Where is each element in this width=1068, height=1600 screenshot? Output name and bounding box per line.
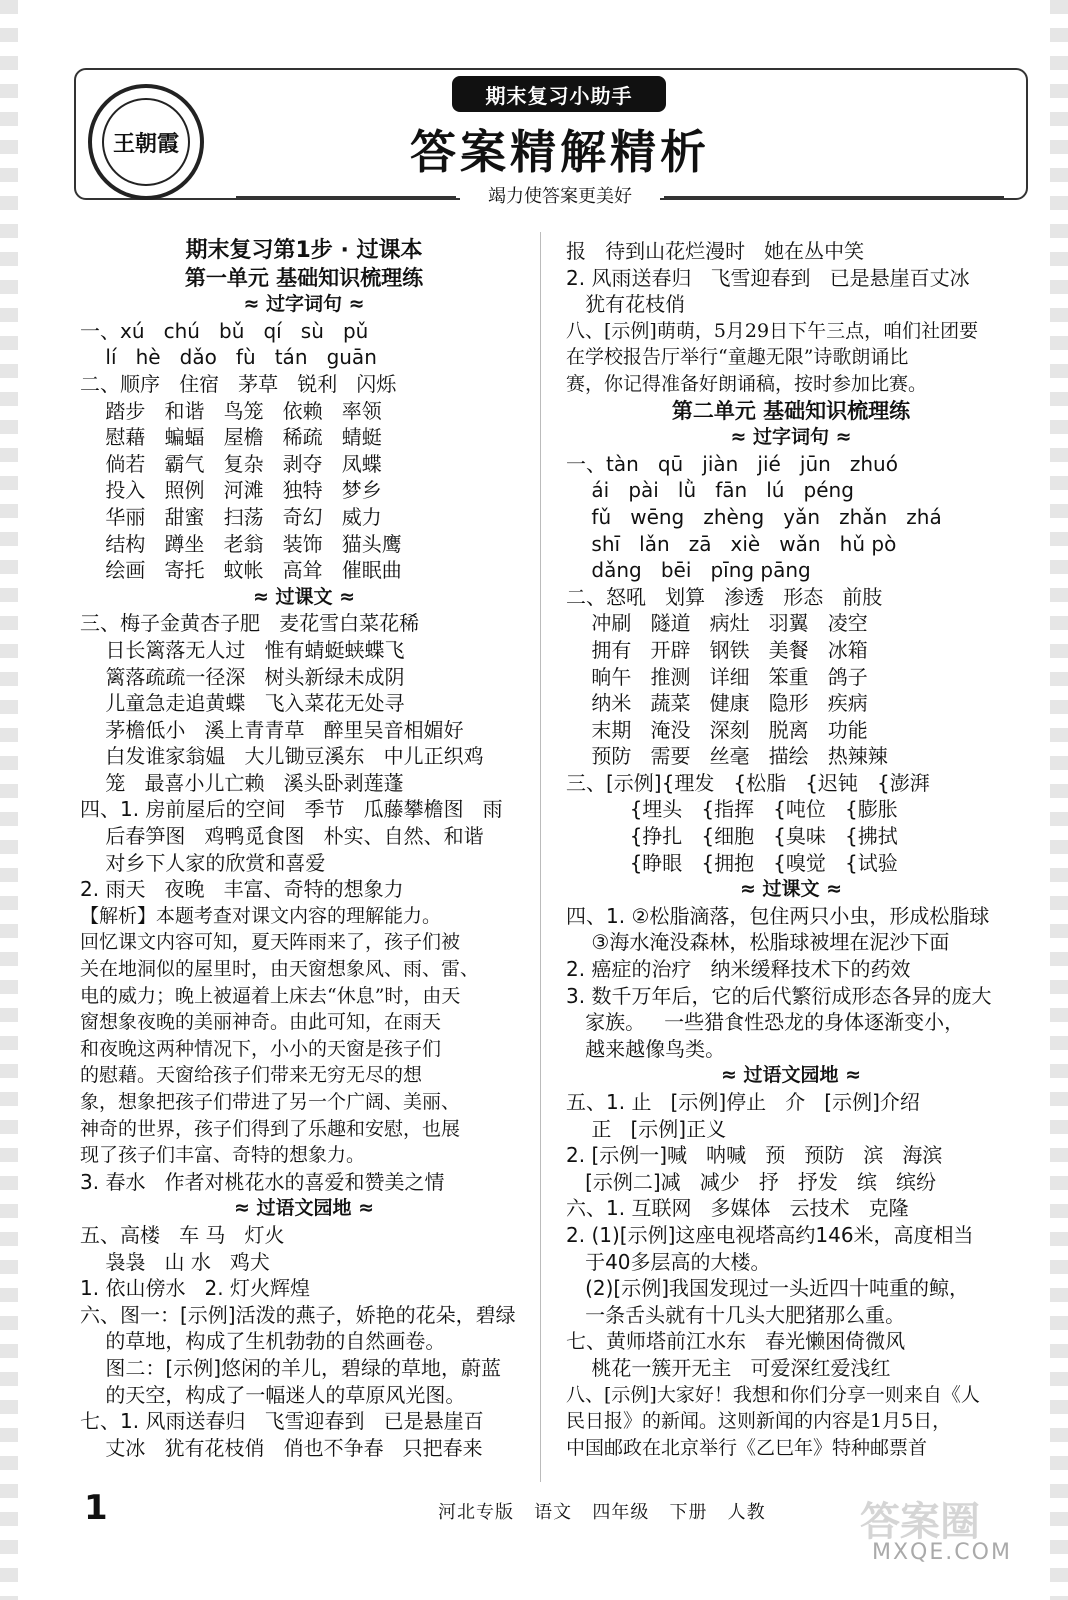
left-line: 篱落疏疏一径深 树头新绿未成阴 <box>80 664 405 689</box>
right-line: 越来越像鸟类。 <box>566 1036 726 1061</box>
left-line: 【解析】本题考查对课文内容的理解能力。 <box>80 904 442 927</box>
logo-text: 王朝霞 <box>112 130 179 157</box>
left-line: 关在地洞似的屋里时，由天窗想象风、雨、雷、 <box>80 958 480 981</box>
left-line: 第一单元 基础知识梳理练 <box>184 265 424 290</box>
right-line: 于40多层高的大楼。 <box>566 1249 771 1274</box>
right-line: 六、1. 互联网 多媒体 云技术 克隆 <box>566 1196 909 1221</box>
header-badge: 期末复习小助手 <box>452 76 666 112</box>
footer-info: 河北专版 语文 四年级 下册 人教 <box>438 1502 766 1523</box>
left-line: 丈冰 犹有花枝俏 俏也不争春 只把春来 <box>80 1435 483 1460</box>
right-line: 一条舌头就有十几头大肥猪那么重。 <box>566 1302 906 1327</box>
right-line: 桃花一簇开无主 可爱深红爱浅红 <box>566 1355 891 1380</box>
left-line: 茅檐低小 溪上青青草 醉里吴音相媚好 <box>80 717 464 742</box>
right-line: 八、[示例]萌萌，5月29日下午三点，咱们社团要 <box>566 319 979 342</box>
left-line: 五、高楼 车 马 灯火 <box>80 1222 285 1247</box>
right-line: 晌午 推测 详细 笨重 鸽子 <box>566 664 868 689</box>
left-line: 回忆课文内容可知，夏天阵雨来了，孩子们被 <box>80 931 461 954</box>
left-line: 慰藉 蝙蝠 屋檐 稀疏 蜻蜓 <box>80 425 382 450</box>
right-line: ③海水淹没森林，松脂球被埋在泥沙下面 <box>566 930 950 955</box>
right-line: 2. 风雨送春归 飞雪迎春到 已是悬崖百丈冰 <box>566 265 970 290</box>
right-line: (2)[示例]我国发现过一头近四十吨重的鲸， <box>566 1276 970 1301</box>
right-line: 第二单元 基础知识梳理练 <box>671 398 911 423</box>
right-line: ái pài lǜ fān lú péng <box>566 478 854 503</box>
left-line: 结构 蹲坐 老翁 装饰 猫头鹰 <box>80 531 402 556</box>
watermark-url: MXQE.COM <box>872 1540 1012 1565</box>
right-line: 家族。 一些猎食性恐龙的身体逐渐变小， <box>566 1010 965 1035</box>
left-line: 后春笋图 鸡鸭觅食图 朴实、自然、和谐 <box>80 824 484 849</box>
right-line: 3. 数千万年后，它的后代繁衍成形态各异的庞大 <box>566 983 992 1008</box>
right-line: 冲刷 隧道 病灶 羽翼 凌空 <box>566 611 868 636</box>
right-line: ≈ 过课文 ≈ <box>739 878 843 901</box>
right-line: 末期 淹没 深刻 脱离 功能 <box>566 717 868 742</box>
left-line: 七、1. 风雨送春归 飞雪迎春到 已是悬崖百 <box>80 1409 484 1434</box>
right-line: 一、tàn qū jiàn jié jūn zhuó <box>566 451 898 476</box>
watermark-logo: 答案圈 <box>860 1499 980 1545</box>
left-line: 图二：[示例]悠闲的羊儿，碧绿的草地，蔚蓝 <box>80 1355 502 1380</box>
left-line: 倘若 霸气 复杂 剥夺 凤蝶 <box>80 451 382 476</box>
left-line: 踏步 和谐 鸟笼 依赖 率领 <box>80 398 382 423</box>
right-line: 七、黄师塔前江水东 春光懒困倚微风 <box>566 1329 906 1354</box>
motto-rule-right <box>664 196 1004 198</box>
left-line: 神奇的世界，孩子们得到了乐趣和安慰，也展 <box>80 1117 461 1140</box>
right-line: 2. (1)[示例]这座电视塔高约146米，高度相当 <box>566 1222 974 1247</box>
decorative-border-right <box>1050 0 1068 1600</box>
left-line: 的天空，构成了一幅迷人的草原风光图。 <box>80 1382 466 1407</box>
left-line: 笼 最喜小儿亡赖 溪头卧剥莲蓬 <box>80 770 404 795</box>
right-line: 赛，你记得准备好朗诵稿，按时参加比赛。 <box>566 372 928 395</box>
right-line: 八、[示例]大家好！我想和你们分享一则来自《人 <box>566 1383 980 1406</box>
right-line: 预防 需要 丝毫 描绘 热辣辣 <box>566 744 888 769</box>
right-line: 纳米 蔬菜 健康 隐形 疾病 <box>566 691 868 716</box>
left-line: 袅袅 山 水 鸡犬 <box>80 1249 270 1274</box>
right-line: 犹有花枝俏 <box>566 292 686 317</box>
left-line: 投入 照例 河滩 独特 梦乡 <box>80 478 382 503</box>
right-line: 报 待到山花烂漫时 她在丛中笑 <box>566 239 865 263</box>
left-line: 的慰藉。天窗给孩子们带来无穷无尽的想 <box>80 1064 423 1087</box>
left-line: 象，想象把孩子们带进了另一个广阔、美丽、 <box>80 1091 461 1113</box>
motto: 竭力使答案更美好 <box>460 182 660 208</box>
left-line: 1. 依山傍水 2. 灯火辉煌 <box>80 1276 310 1301</box>
left-line: 华丽 甜蜜 扫荡 奇幻 威力 <box>80 504 382 529</box>
left-line: 期末复习第1步 · 过课本 <box>185 238 423 263</box>
right-line: 在学校报告厅举行“童趣无限”诗歌朗诵比 <box>566 346 909 369</box>
right-line: 五、1. 止 [示例]停止 介 [示例]介绍 <box>566 1090 920 1114</box>
right-line: 2. [示例一]喊 呐喊 预 预防 滨 海滨 <box>566 1143 943 1168</box>
left-line: 三、梅子金黄杏子肥 麦花雪白菜花稀 <box>80 611 420 636</box>
right-line: 2. 癌症的治疗 纳米缓释技术下的药效 <box>566 957 911 982</box>
left-line: 一、xú chú bǔ qí sù pǔ <box>80 318 369 343</box>
right-line: fǔ wēng zhèng yǎn zhǎn zhá <box>566 504 942 529</box>
left-line: 二、顺序 住宿 茅草 锐利 闪烁 <box>80 371 397 396</box>
left-line: ≈ 过字词句 ≈ <box>243 293 365 316</box>
right-line: ≈ 过语文园地 ≈ <box>720 1064 862 1087</box>
left-line: 和夜晚这两种情况下，小小的天窗是孩子们 <box>80 1037 442 1060</box>
publisher-logo <box>88 84 204 200</box>
left-line: 儿童急走追黄蝶 飞入菜花无处寻 <box>80 691 405 716</box>
column-divider <box>540 232 541 1482</box>
left-line: 对乡下人家的欣赏和喜爱 <box>80 850 326 875</box>
left-line: ≈ 过语文园地 ≈ <box>233 1197 375 1220</box>
left-line: 现了孩子们丰富、奇特的想象力。 <box>80 1144 366 1167</box>
left-line: 绘画 寄托 蚊帐 高耸 催眠曲 <box>80 558 402 583</box>
right-line: 拥有 开辟 钢铁 美餐 冰箱 <box>566 637 868 662</box>
right-line: 中国邮政在北京举行《乙巳年》特种邮票首 <box>566 1436 928 1459</box>
left-line: 白发谁家翁媪 大儿锄豆溪东 中儿正织鸡 <box>80 744 484 769</box>
right-line: dǎng bēi pīng pāng <box>566 558 811 583</box>
right-line: {睁眼 {拥抱 {嗅觉 {试验 <box>566 850 898 875</box>
logo-ring <box>102 98 190 186</box>
right-line: 三、[示例]{理发 {松脂 {迟钝 {澎湃 <box>566 770 930 795</box>
decorative-border-left <box>0 0 18 1600</box>
left-line: 2. 雨天 夜晚 丰富、奇特的想象力 <box>80 877 404 902</box>
left-line: 日长篱落无人过 惟有蜻蜓蛱蝶飞 <box>80 637 405 662</box>
right-line: 正 [示例]正义 <box>566 1116 727 1141</box>
right-line: ≈ 过字词句 ≈ <box>730 426 852 449</box>
left-line: 的草地，构成了生机勃勃的自然画卷。 <box>80 1329 446 1354</box>
right-column <box>566 238 1016 1461</box>
left-line: 六、图一：[示例]活泼的燕子，娇艳的花朵，碧绿 <box>80 1302 516 1327</box>
right-line: 四、1. ②松脂滴落，包住两只小虫，形成松脂球 <box>566 903 990 928</box>
left-column <box>80 238 528 1461</box>
left-line: 窗想象夜晚的美丽神奇。由此可知，在雨天 <box>80 1011 442 1034</box>
motto-rule-left <box>236 196 456 198</box>
right-line: 二、怒吼 划算 渗透 形态 前肢 <box>566 584 883 609</box>
left-line: 四、1. 房前屋后的空间 季节 瓜藤攀檐图 雨 <box>80 797 503 822</box>
page-title: 答案精解精析 <box>410 125 710 179</box>
right-line: 民日报》的新闻。这则新闻的内容是1月5日， <box>566 1410 952 1433</box>
page-number: 1 <box>84 1488 108 1528</box>
left-line: ≈ 过课文 ≈ <box>252 585 356 608</box>
left-line: 3. 春水 作者对桃花水的喜爱和赞美之情 <box>80 1169 445 1194</box>
right-line: [示例二]减 减少 抒 抒发 缤 缤纷 <box>566 1169 937 1194</box>
right-line: {挣扎 {细胞 {臭味 {拂拭 <box>566 824 898 849</box>
left-line: 电的威力；晚上被逼着上床去“休息”时，由天 <box>80 984 461 1007</box>
left-line: lí hè dǎo fù tán guān <box>80 345 377 370</box>
right-line: {埋头 {指挥 {吨位 {膨胀 <box>566 797 898 822</box>
right-line: shī lǎn zā xiè wǎn hǔ pò <box>566 531 897 556</box>
